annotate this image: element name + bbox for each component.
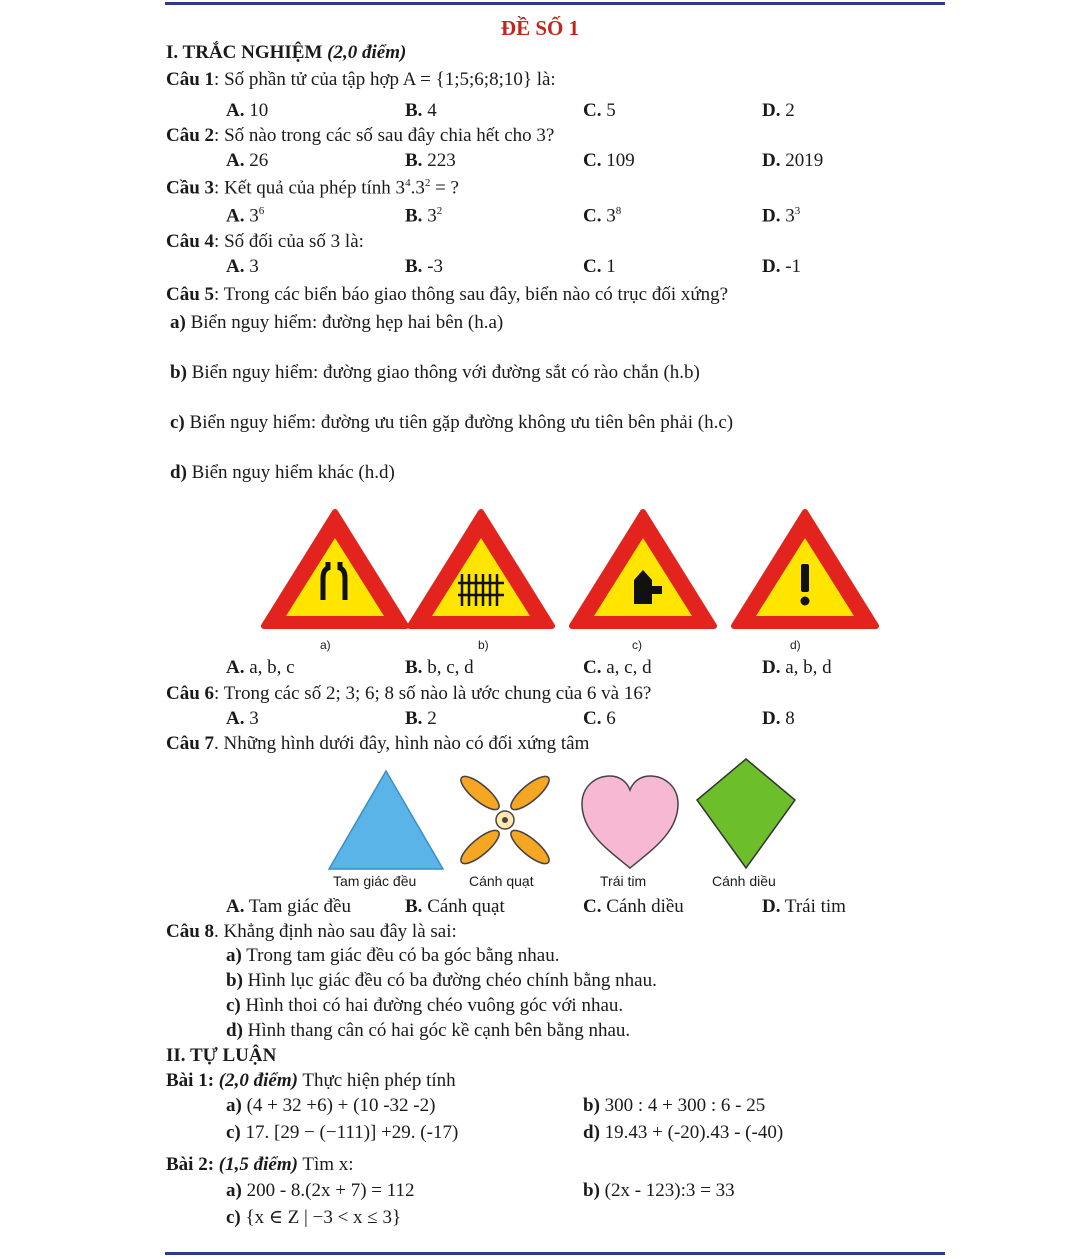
q4-option-b: B. -3	[405, 256, 444, 277]
question-8: Câu 8. Khẳng định nào sau đây là sai:	[166, 921, 457, 942]
sign-d-other-danger	[730, 508, 880, 630]
q2-option-b: B. 223	[405, 150, 456, 171]
sign-a-label: a)	[320, 638, 331, 652]
q3-option-a: A. $3^6$	[226, 205, 265, 227]
q7-option-b: B. Cánh quạt	[405, 896, 505, 917]
q1-option-c: C. 5	[583, 100, 616, 121]
section2-heading: II. TỰ LUẬN	[166, 1045, 277, 1066]
q6-option-d: D. 8	[762, 708, 795, 729]
q5-item-d: d) Biển nguy hiểm khác (h.d)	[170, 462, 395, 483]
q2-option-d: D. 2019	[762, 150, 824, 171]
q4-option-a: A. 3	[226, 256, 259, 277]
q5-item-b: b) Biển nguy hiểm: đường giao thông với đường sắt có rào chắn (h.b)	[170, 362, 700, 383]
q3-option-c: C. $3^8$	[583, 205, 622, 227]
question-4: Câu 4: Số đối của số 3 là:	[166, 231, 364, 252]
q3-option-d: D. $3^3$	[762, 205, 801, 227]
q6-option-b: B. 2	[405, 708, 437, 729]
bottom-rule	[165, 1252, 945, 1255]
q7-option-a: A. Tam giác đều	[226, 896, 351, 917]
equilateral-triangle-shape	[326, 768, 446, 872]
q6-option-c: C. 6	[583, 708, 616, 729]
sign-c-priority-road	[568, 508, 718, 630]
q4-option-d: D. -1	[762, 256, 802, 277]
kite-shape	[694, 756, 798, 872]
bai2-item-a: a) 200 - 8.(2x + 7) = 112	[226, 1180, 415, 1201]
bai1-item-c: c) 17. [29 − (−111)] +29. (-17)	[226, 1122, 459, 1143]
q5-option-d: D. a, b, d	[762, 657, 832, 678]
section1-heading: I. TRẮC NGHIỆM (2,0 điểm)	[166, 42, 407, 63]
triangle-label: Tam giác đều	[333, 873, 417, 889]
q2-option-c: C. 109	[583, 150, 635, 171]
q7-option-c: C. Cánh diều	[583, 896, 684, 917]
q5-option-b: B. b, c, d	[405, 657, 474, 678]
q8-item-a: a) Trong tam giác đều có ba góc bằng nhau.	[226, 945, 560, 966]
q5-option-c: C. a, c, d	[583, 657, 652, 678]
heart-label: Trái tim	[600, 873, 647, 889]
question-6: Câu 6: Trong các số 2; 3; 6; 8 số nào là ước chung của 6 và 16?	[166, 683, 652, 704]
q5-item-c: c) Biển nguy hiểm: đường ưu tiên gặp đường không ưu tiên bên phải (h.c)	[170, 412, 734, 433]
bai2-item-b: b) (2x - 123):3 = 33	[583, 1180, 735, 1201]
fan-label: Cánh quạt	[469, 873, 534, 889]
sign-b-label: b)	[478, 638, 489, 652]
bai1-heading: Bài 1: (2,0 điểm) Thực hiện phép tính	[166, 1070, 456, 1091]
question-3: Cầu 3: Kết quả của phép tính $3^4.3^2$ = ?	[166, 177, 459, 199]
q1-option-b: B. 4	[405, 100, 437, 121]
sign-a-narrow-road	[260, 508, 410, 630]
q6-option-a: A. 3	[226, 708, 259, 729]
page-title: ĐỀ SỐ 1	[500, 16, 580, 40]
q4-option-c: C. 1	[583, 256, 616, 277]
q5-item-a: a) Biển nguy hiểm: đường hẹp hai bên (h.a)	[170, 312, 504, 333]
sign-b-railway-barrier	[406, 508, 556, 630]
bai2-heading: Bài 2: (1,5 điểm) Tìm x:	[166, 1154, 354, 1175]
q7-option-d: D. Trái tim	[762, 896, 846, 917]
q8-item-c: c) Hình thoi có hai đường chéo vuông góc với nhau.	[226, 995, 624, 1016]
fan-shape	[450, 768, 560, 872]
question-1: Câu 1: Số phần tử của tập hợp A = {1;5;6;8;10} là:	[166, 69, 556, 90]
bai1-item-b: b) 300 : 4 + 300 : 6 - 25	[583, 1095, 766, 1116]
question-7: Câu 7. Những hình dưới đây, hình nào có đối xứng tâm	[166, 733, 590, 754]
q1-option-a: A. 10	[226, 100, 269, 121]
question-2: Câu 2: Số nào trong các số sau đây chia hết cho 3?	[166, 125, 555, 146]
sign-c-label: c)	[632, 638, 642, 652]
sign-d-label: d)	[790, 638, 801, 652]
kite-label: Cánh diều	[712, 873, 776, 889]
q3-option-b: B. $3^2$	[405, 205, 443, 227]
question-5: Câu 5: Trong các biển báo giao thông sau đây, biển nào có trục đối xứng?	[166, 284, 729, 305]
q8-item-b: b) Hình lục giác đều có ba đường chéo chính bằng nhau.	[226, 970, 657, 991]
bai1-item-d: d) 19.43 + (-20).43 - (-40)	[583, 1122, 784, 1143]
q1-option-d: D. 2	[762, 100, 795, 121]
bai1-item-a: a) (4 + 32 +6) + (10 -32 -2)	[226, 1095, 436, 1116]
top-rule	[165, 2, 945, 5]
q5-option-a: A. a, b, c	[226, 657, 295, 678]
heart-shape	[578, 772, 682, 872]
bai2-item-c: c) {x ∈ Z | −3 < x ≤ 3}	[226, 1207, 402, 1228]
q8-item-d: d) Hình thang cân có hai góc kề cạnh bên bằng nhau.	[226, 1020, 631, 1041]
q2-option-a: A. 26	[226, 150, 269, 171]
